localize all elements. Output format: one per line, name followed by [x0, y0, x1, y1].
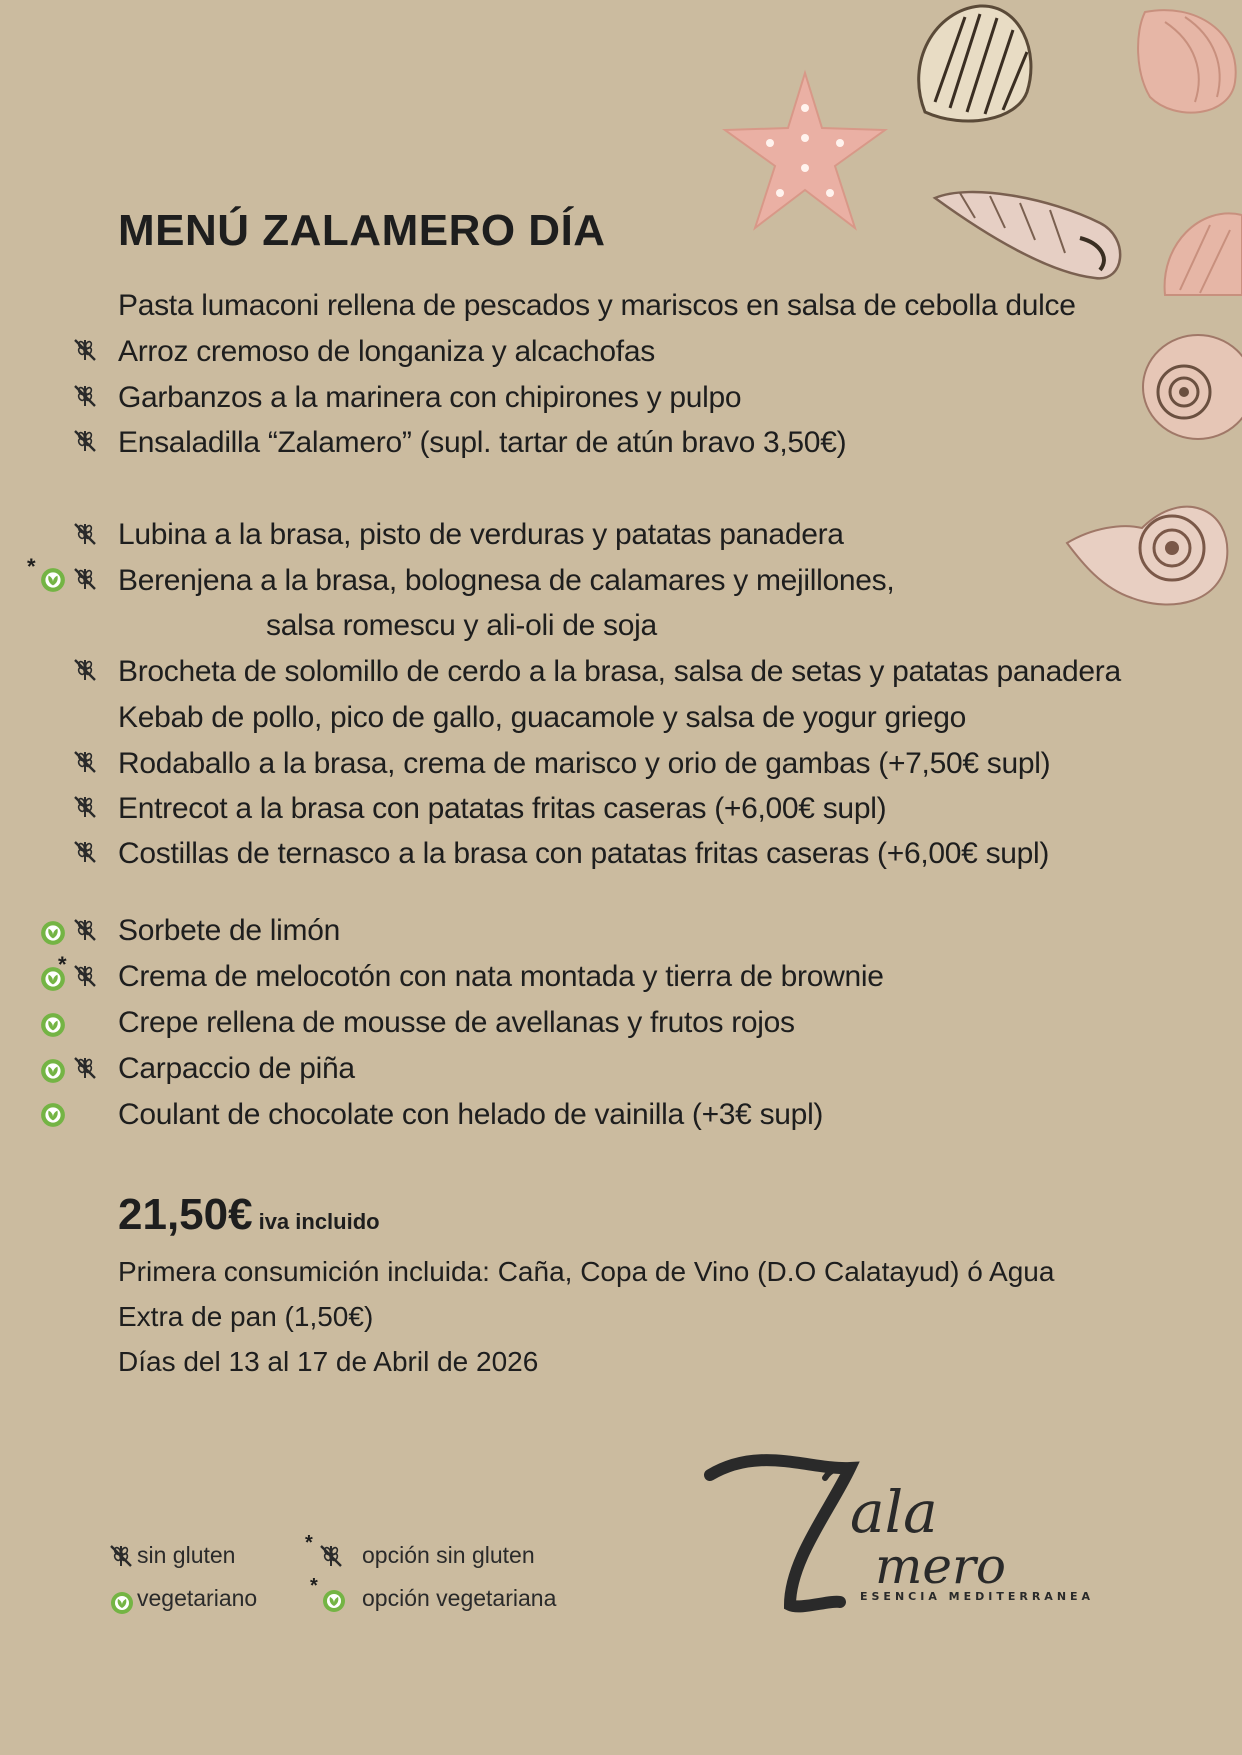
menu-item-dessert-4: Carpaccio de piña: [118, 1052, 355, 1085]
vegetarian-icon: [40, 1010, 66, 1040]
info-dates: Días del 13 al 17 de Abril de 2026: [118, 1346, 539, 1377]
gluten-free-icon: [72, 1055, 102, 1085]
gluten-free-icon: [72, 428, 102, 458]
vegetarian-icon: [40, 1100, 66, 1130]
svg-text:ala: ala: [850, 1478, 938, 1546]
gluten-free-icon: [72, 794, 102, 824]
option-asterisk: *: [58, 952, 67, 977]
gluten-free-icon: [72, 749, 102, 779]
menu-item-dessert-5: Coulant de chocolate con helado de vainilla (+3€ supl): [118, 1098, 824, 1131]
gluten-free-icon: [72, 657, 102, 687]
vegetarian-icon: [322, 1586, 346, 1616]
pink-shell-top-right-illustration: [1135, 2, 1242, 122]
svg-text:mero: mero: [875, 1537, 1007, 1595]
legend-vegetarian: vegetariano: [137, 1585, 258, 1611]
vegetarian-icon: [110, 1588, 134, 1618]
gluten-free-icon: [72, 963, 102, 993]
menu-item-main-7: Costillas de ternasco a la brasa con patatas fritas caseras (+6,00€ supl): [118, 837, 1050, 870]
menu-item-main-4: Kebab de pollo, pico de gallo, guacamole y salsa de yogur griego: [118, 701, 967, 734]
menu-price: [118, 1190, 380, 1240]
gluten-free-icon: [72, 337, 102, 367]
vegetarian-icon: [40, 918, 66, 948]
menu-item-main-3: Brocheta de solomillo de cerdo a la brasa, salsa de setas y patatas panadera: [118, 655, 1121, 688]
info-drink: Primera consumición incluida: Caña, Copa de Vino (D.O Calatayud) ó Agua: [118, 1256, 1055, 1287]
menu-item-starter-3: Garbanzos a la marinera con chipirones y pulpo: [118, 381, 742, 414]
vegetarian-icon: [40, 1056, 66, 1086]
gluten-free-icon: [72, 917, 102, 947]
menu-item-dessert-1: Sorbete de limón: [118, 914, 341, 947]
price-note: iva incluido: [258, 1209, 380, 1234]
menu-item-main-1: Lubina a la brasa, pisto de verduras y patatas panadera: [118, 518, 844, 551]
menu-item-starter-1: Pasta lumaconi rellena de pescados y mariscos en salsa de cebolla dulce: [118, 289, 1076, 322]
gluten-free-icon: [72, 383, 102, 413]
price-amount: 21,50€: [118, 1190, 253, 1239]
legend-gluten-free-option: opción sin gluten: [362, 1542, 535, 1568]
menu-item-dessert-2: Crema de melocotón con nata montada y tierra de brownie: [118, 960, 884, 993]
menu-item-main-5: Rodaballo a la brasa, crema de marisco y orio de gambas (+7,50€ supl): [118, 747, 1051, 780]
scallop-shell-illustration: [905, 2, 1040, 130]
info-bread: Extra de pan (1,50€): [118, 1301, 374, 1332]
spiral-shell-illustration: [1062, 488, 1232, 613]
gluten-free-icon: [72, 566, 102, 596]
logo-tagline: ESENCIA MEDITERRANEA: [860, 1590, 1095, 1603]
vegetarian-icon: [40, 565, 66, 595]
menu-item-main-6: Entrecot a la brasa con patatas fritas caseras (+6,00€ supl): [118, 792, 887, 825]
gluten-free-icon: [318, 1543, 344, 1573]
zalamero-logo: [700, 1440, 1100, 1620]
legend-vegetarian-option: opción vegetariana: [362, 1585, 557, 1611]
menu-item-dessert-3: Crepe rellena de mousse de avellanas y frutos rojos: [118, 1006, 795, 1039]
option-asterisk: *: [310, 1575, 318, 1597]
conch-shell-illustration: [930, 178, 1130, 288]
gluten-free-icon: [108, 1543, 134, 1573]
option-asterisk: *: [305, 1532, 313, 1554]
starfish-illustration: [720, 68, 890, 238]
gluten-free-icon: [72, 839, 102, 869]
menu-title: MENÚ ZALAMERO DÍA: [118, 206, 606, 255]
legend-gluten-free: sin gluten: [137, 1542, 236, 1568]
option-asterisk: *: [27, 554, 36, 579]
gluten-free-icon: [72, 521, 102, 551]
spiral-shell-right-illustration: [1138, 330, 1242, 445]
menu-item-main-2: Berenjena a la brasa, bolognesa de calamares y mejillones,: [118, 564, 895, 597]
menu-item-starter-4: Ensaladilla “Zalamero” (supl. tartar de atún bravo 3,50€): [118, 426, 847, 459]
menu-item-main-2-continued: salsa romescu y ali-oli de soja: [266, 609, 657, 642]
pink-shell-right-illustration: [1160, 205, 1242, 300]
menu-item-starter-2: Arroz cremoso de longaniza y alcachofas: [118, 335, 655, 368]
